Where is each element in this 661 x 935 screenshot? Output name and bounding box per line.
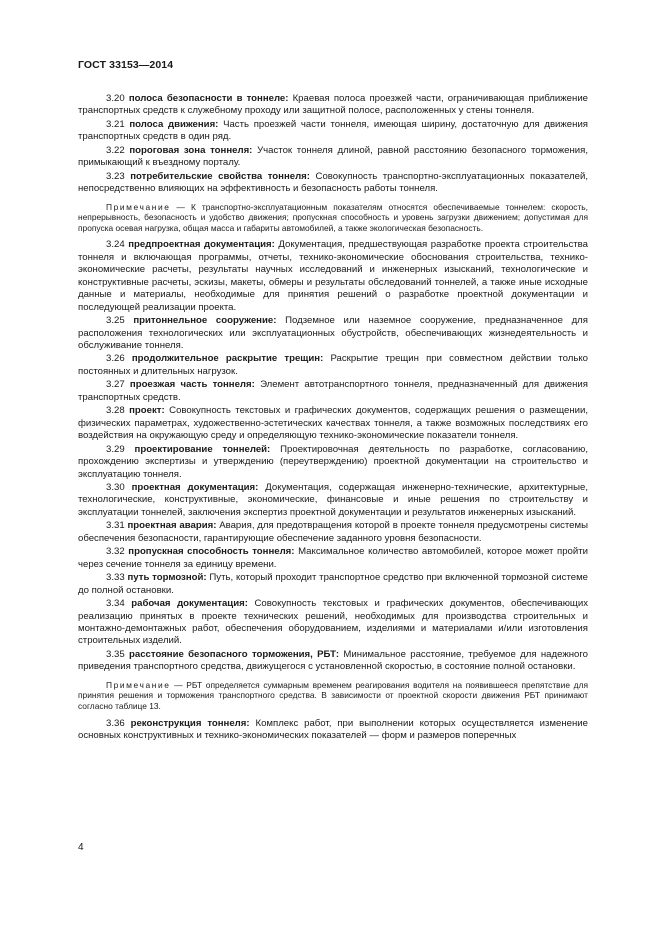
term: потребительские свойства тоннеля: xyxy=(130,170,310,182)
term-entry: 3.28 проект: Совокупность текстовых и графических документов, содержащих решения о размещении, физических параметрах, художественно-эстетических качествах тоннеля, а также возможных последствиях его воздействия на окружающую среду и определяющую технико-экономические показатели тоннеля. xyxy=(78,405,589,442)
term: полоса движения: xyxy=(129,118,219,130)
note xyxy=(78,202,588,234)
definition: Совокупность транспортно-эксплуатационных показателей, непосредственно влияющих на эффективность и безопасность работы тоннеля. xyxy=(78,170,588,195)
term: реконструкция тоннеля: xyxy=(130,717,250,729)
term: предпроектная документация: xyxy=(128,239,275,251)
definition: Элемент автотранспортного тоннеля, предназначенный для движения транспортных средств. xyxy=(78,379,588,403)
term: проезжая часть тоннеля: xyxy=(129,379,255,391)
term-entry: 3.24 предпроектная документация: Документация, предшествующая разработке проекта строительства тоннеля и включающая программы, отчеты, технико-экономические обоснования строительства, технико-экономические расчеты, результаты научных исследований и инженерных изысканий, технологические и конструктивные расчеты, эскизы, макеты, обмеры и результаты обследований тоннелей, а также иные исходные данные и материалы, необходимые для принятия решений о разработке проектной документации и последующей реализации проекта. xyxy=(78,239,588,313)
term: проектная документация: xyxy=(131,482,259,494)
note-label: Примечание xyxy=(106,679,171,690)
term: проектирование тоннелей: xyxy=(134,443,271,455)
term-entry: 3.36 реконструкция тоннеля: Комплекс работ, при выполнении которых осуществляется изменение основных конструктивных и технико-экономических показателей — форм и размеров поперечных xyxy=(78,717,588,742)
definition: Минимальное расстояние, требуемое для надежного приведения транспортного средства, движущегося с установленной скоростью, в состояние полной остановки. xyxy=(78,648,588,673)
definition: Путь, который проходит транспортное средство при включенной тормозной системе до полной остановки. xyxy=(78,572,588,596)
definition: Авария, для предотвращения которой в проекте тоннеля предусмотрены системы обеспечения безопасности, гарантирующие обеспечение заданного уровня безопасности. xyxy=(78,520,588,544)
note xyxy=(78,680,588,712)
term-entry: 3.34 рабочая документация: Совокупность текстовых и графических документов, обеспечивающих реализацию принятых в проекте технических решений, необходимых для производства строительных и монтажно-демонтажных работ, обеспечения оборудованием, изделиями и материалами и/или изготовления строительных изделий. xyxy=(78,598,588,647)
definition: Совокупность текстовых и графических документов, содержащих решения о размещении, физических параметрах, художественно-эстетических качествах тоннеля, а также возможных последствиях его воздействия на окружающую среду и определяющую технико-экономические показатели тоннеля. xyxy=(78,405,589,442)
definition: Раскрытие трещин при совместном действии только постоянных и длительных нагрузок. xyxy=(78,353,589,377)
term: проект: xyxy=(129,405,165,417)
definition: Подземное или наземное сооружение, предназначенное для расположения технологических или эксплуатационных обустройств, обеспечивающих жизнедеятельность и обслуживание тоннеля. xyxy=(78,315,588,352)
term-entry: 3.31 проектная авария: Авария, для предотвращения которой в проекте тоннеля предусмотрены системы обеспечения безопасности, гарантирующие обеспечение заданного уровня безопасности. xyxy=(78,520,588,544)
term-entry: 3.29 проектирование тоннелей: Проектировочная деятельность по разработке, согласованию, прохождению экспертизы и утверждению (переутверждению) проектной документации на строительство и эксплуатацию тоннеля. xyxy=(78,443,588,480)
definition: Документация, содержащая инженерно-технические, архитектурные, технологические, конструктивные, экономические, финансовые и иные решения по строительству и эксплуатации тоннелей, заключения экспертиз проектной документации и результатов инженерных изысканий. xyxy=(78,482,588,518)
term: пропускная способность тоннеля: xyxy=(128,546,295,558)
definition: Участок тоннеля длиной, равной расстоянию безопасного торможения, примыкающий к въездному порталу. xyxy=(78,144,588,169)
page-number: 4 xyxy=(78,842,84,853)
note-label: Примечание xyxy=(106,201,171,212)
term-entry: 3.20 полоса безопасности в тоннеле: Краевая полоса проезжей части, ограничивающая приближение транспортных средств к служебному проходу или защитной полосе, расположенных у стены тоннеля. xyxy=(78,93,589,117)
definition: Комплекс работ, при выполнении которых осуществляется изменение основных конструктивных и технико-экономических показателей — форм и размеров поперечных xyxy=(78,717,588,742)
term: продолжительное раскрытие трещин: xyxy=(131,353,324,365)
term-entry: 3.23 потребительские свойства тоннеля: Совокупность транспортно-эксплуатационных показателей, непосредственно влияющих на эффективность и безопасность работы тоннеля. xyxy=(78,170,588,195)
document-body xyxy=(78,93,588,744)
term: пороговая зона тоннеля: xyxy=(129,144,253,156)
term-entry: 3.25 притоннельное сооружение: Подземное или наземное сооружение, предназначенное для расположения технологических или эксплуатационных обустройств, обеспечивающих жизнедеятельность и обслуживание тоннеля. xyxy=(78,315,588,352)
term-entry: 3.22 пороговая зона тоннеля: Участок тоннеля длиной, равной расстоянию безопасного торможения, примыкающий к въездному порталу. xyxy=(78,144,588,169)
term-entry: 3.27 проезжая часть тоннеля: Элемент автотранспортного тоннеля, предназначенный для движения транспортных средств. xyxy=(78,379,588,403)
term: расстояние безопасного торможения, РБТ: xyxy=(129,648,340,660)
definition: Проектировочная деятельность по разработке, согласованию, прохождению экспертизы и утверждению (переутверждению) проектной документации на строительство и эксплуатацию тоннеля. xyxy=(78,443,588,480)
definition: Краевая полоса проезжей части, ограничивающая приближение транспортных средств к служебному проходу или защитной полосе, расположенных у стены тоннеля. xyxy=(78,93,589,117)
term: рабочая документация: xyxy=(131,598,248,610)
definition: Совокупность текстовых и графических документов, обеспечивающих реализацию принятых в проекте технических решений, необходимых для производства строительных и монтажно-демонтажных работ, обеспечения оборудованием, изделиями и материалами и/или изготовления строительных изделий. xyxy=(78,598,588,647)
note-text: — РБТ определяется суммарным временем реагирования водителя на появившееся препятствие для принятия решения и торможения транспортного средства. В зависимости от проектной скорости движения РБТ принимают согласно таблице 13. xyxy=(78,679,588,711)
term-entry: 3.21 полоса движения: Часть проезжей части тоннеля, имеющая ширину, достаточную для движения транспортных средств в один ряд. xyxy=(78,118,588,143)
term: путь тормозной: xyxy=(127,572,207,584)
term-entry: 3.30 проектная документация: Документация, содержащая инженерно-технические, архитектурные, технологические, конструктивные, экономические, финансовые и иные решения по строительству и эксплуатации тоннелей, заключения экспертиз проектной документации и результатов инженерных изысканий. xyxy=(78,482,588,518)
term-entry: 3.26 продолжительное раскрытие трещин: Раскрытие трещин при совместном действии только постоянных и длительных нагрузок. xyxy=(78,353,589,377)
term: полоса безопасности в тоннеле: xyxy=(128,93,289,104)
definition: Документация, предшествующая разработке проекта строительства тоннеля и включающая программы, отчеты, технико-экономические обоснования строительства, технико-экономические расчеты, результаты научных исследований и инженерных изысканий, технологические и конструктивные расчеты, эскизы, макеты, обмеры и результаты обследований тоннелей, а также иные исходные данные и материалы, необходимые для принятия решений о разработке проектной документации и последующей реализации проекта. xyxy=(78,239,588,313)
term-entry: 3.32 пропускная способность тоннеля: Максимальное количество автомобилей, которое может пройти через сечение тоннеля за единицу времени. xyxy=(78,546,588,570)
document-header: ГОСТ 33153—2014 xyxy=(78,59,174,71)
note-text: — К транспортно-эксплуатационным показателям относятся обеспечиваемые тоннелем: скорость, непрерывность, безопасность и удобство движения; пропускная способность и уровень загрузки движением; допустимая для пропуска осевая нагрузка, общая масса и габариты автомобилей, а также экологическая безопасность. xyxy=(78,201,588,233)
term-entry: 3.35 расстояние безопасного торможения, РБТ: Минимальное расстояние, требуемое для надежного приведения транспортного средства, движущегося с установленной скоростью, в состояние полной остановки. xyxy=(78,648,588,673)
definition: Максимальное количество автомобилей, которое может пройти через сечение тоннеля за единицу времени. xyxy=(78,546,588,570)
definition: Часть проезжей части тоннеля, имеющая ширину, достаточную для движения транспортных средств в один ряд. xyxy=(78,118,588,143)
term-entry: 3.33 путь тормозной: Путь, который проходит транспортное средство при включенной тормозной системе до полной остановки. xyxy=(78,572,588,596)
term: проектная авария: xyxy=(127,520,217,532)
term: притоннельное сооружение: xyxy=(133,315,277,327)
